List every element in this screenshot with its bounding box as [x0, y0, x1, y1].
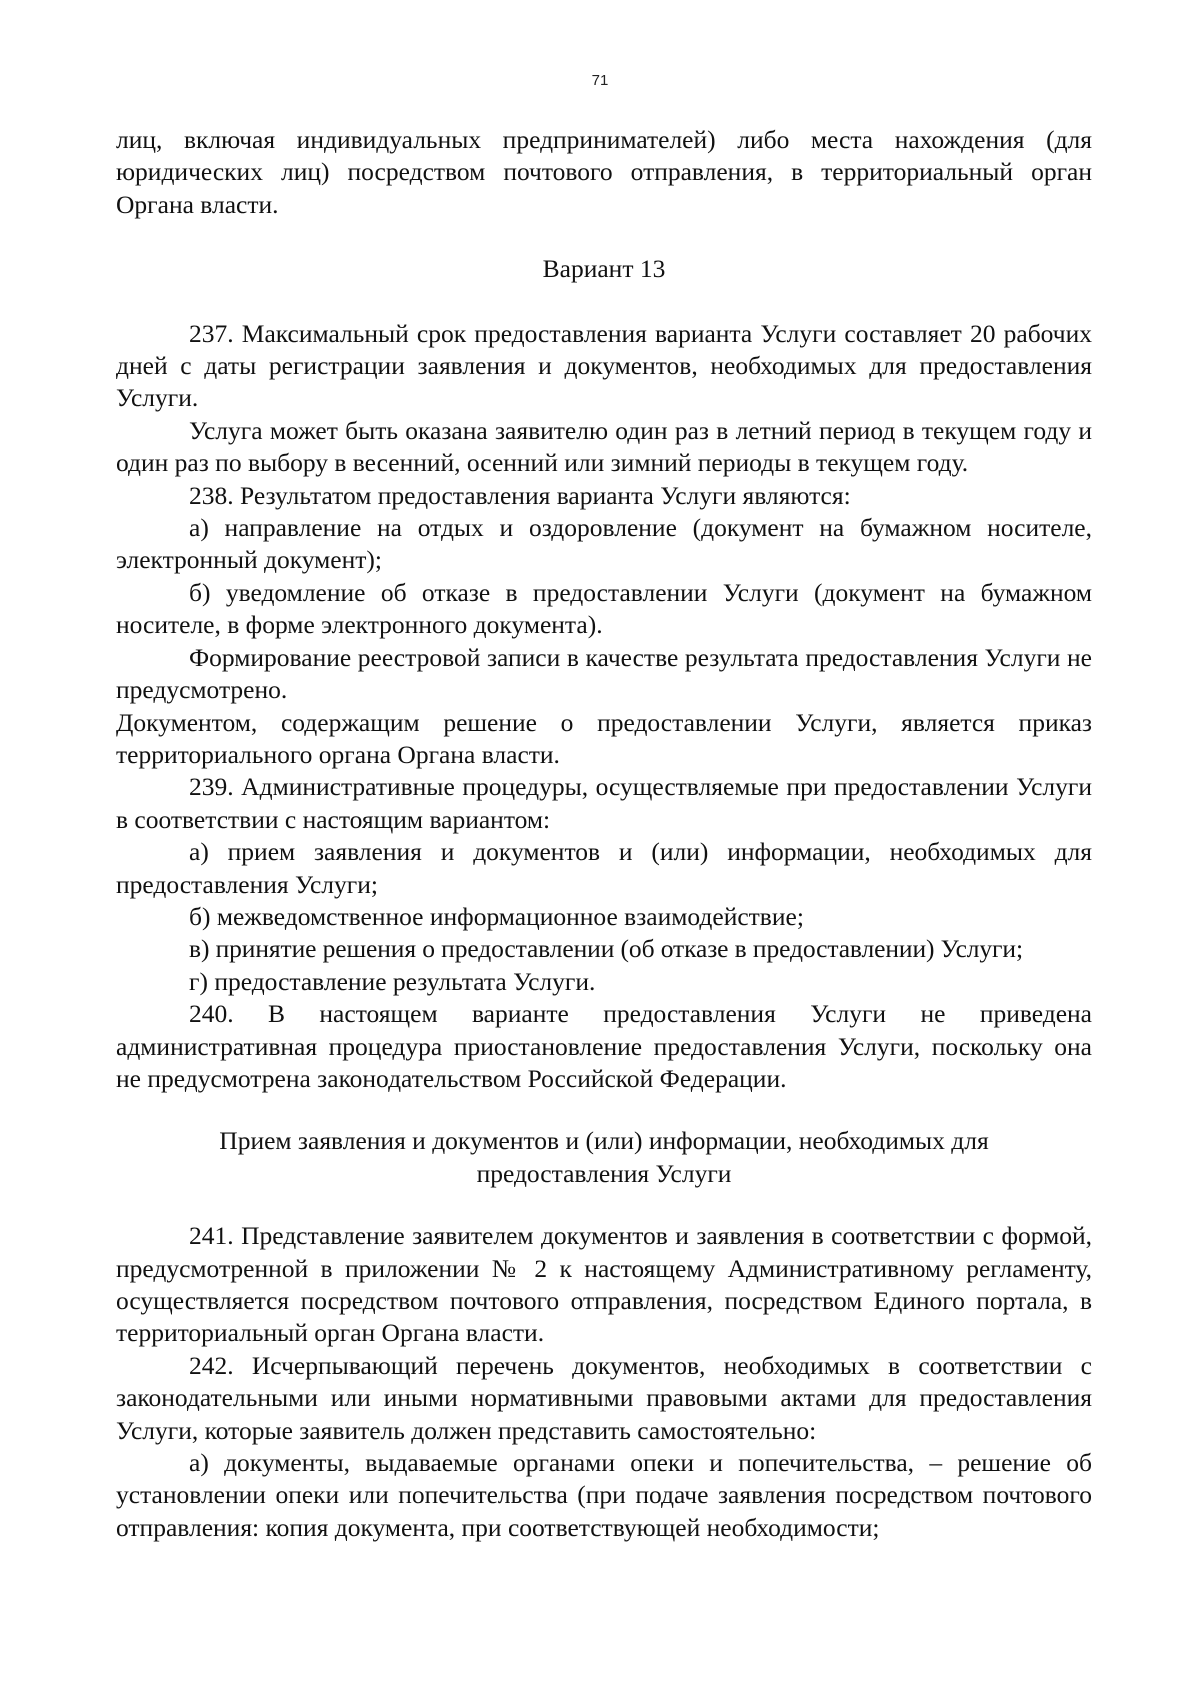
heading-section-application: Прием заявления и документов и (или) информации, необходимых для предоставления Услуги	[219, 1126, 989, 1188]
paragraph-237: 237. Максимальный срок предоставления варианта Услуги составляет 20 рабочих дней с даты регистрации заявления и документов, необходимых для предоставления Услуги.	[116, 318, 1092, 413]
paragraph-242-a: а) документы, выдаваемые органами опеки и попечительства, – решение об установлении опеки или попечительства (при подаче заявления посредством почтового отправления: копия документа, при соответствующей необходимости;	[116, 1448, 1092, 1542]
paragraph-239-v: в) принятие решения о предоставлении (об отказе в предоставлении) Услуги;	[189, 934, 1023, 964]
paragraph-242: 242. Исчерпывающий перечень документов, необходимых в соответствии с законодательными или иными нормативными правовыми актами для предоставления Услуги, которые заявитель должен представить самостоятельно:	[116, 1350, 1092, 1445]
document-body	[116, 124, 1092, 1544]
paragraph-241: 241. Представление заявителем документов и заявления в соответствии с формой, предусмотренной в приложении № 2 к настоящему Административному регламенту, осуществляется посредством почтового отправления, посредством Единого портала, в территориальный орган Органа власти.	[116, 1221, 1092, 1348]
paragraph-239-a: а) прием заявления и документов и (или) информации, необходимых для предоставления Услуги;	[116, 837, 1092, 899]
paragraph-239-g: г) предоставление результата Услуги.	[189, 966, 596, 996]
paragraph-238-b: б) уведомление об отказе в предоставлении Услуги (документ на бумажном носителе, в форме электронного документа).	[116, 577, 1092, 640]
paragraph-238-a: а) направление на отдых и оздоровление (документ на бумажном носителе, электронный документ);	[116, 513, 1092, 575]
paragraph-239-b: б) межведомственное информационное взаимодействие;	[189, 901, 804, 931]
heading-variant-13: Вариант 13	[542, 254, 666, 284]
paragraph-238: 238. Результатом предоставления варианта Услуги являются:	[189, 480, 851, 510]
paragraph-240: 240. В настоящем варианте предоставления Услуги не приведена административная процедура приостановление предоставления Услуги, поскольку она не предусмотрена законодательством Российской Федерации.	[116, 999, 1092, 1093]
paragraph-decision-document: Документом, содержащим решение о предоставлении Услуги, является приказ территориального органа Органа власти.	[116, 707, 1092, 769]
paragraph-registry-record: Формирование реестровой записи в качестве результата предоставления Услуги не предусмотрено.	[116, 642, 1092, 705]
page-number: 71	[591, 72, 609, 89]
paragraph-continuation: лиц, включая индивидуальных предпринимателей) либо места нахождения (для юридических лиц) посредством почтового отправления, в территориальный орган Органа власти.	[116, 125, 1092, 219]
paragraph-239: 239. Административные процедуры, осуществляемые при предоставлении Услуги в соответствии с настоящим вариантом:	[116, 772, 1092, 834]
paragraph-service-frequency: Услуга может быть оказана заявителю один раз в летний период в текущем году и один раз по выбору в весенний, осенний или зимний периоды в текущем году.	[116, 415, 1092, 478]
